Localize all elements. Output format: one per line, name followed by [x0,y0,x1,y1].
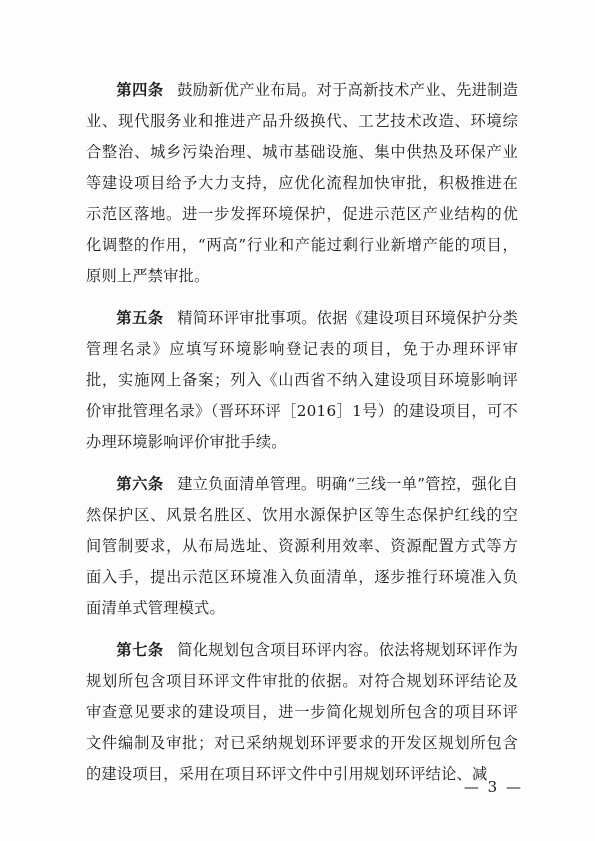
article-6 [86,469,518,624]
article-7 [86,635,518,790]
article-text: 鼓励新优产业布局。对于高新技术产业、先进制造业、现代服务业和推进产品升级换代、工艺技术改造、环境综合整治、城乡污染治理、城市基础设施、集中供热及环保产业等建设项目给予大力支持，应优化流程加快审批，积极推进在示范区落地。进一步发挥环境保护，促进示范区产业结构的优化调整的作用，“两高”行业和产能过剩行业新增产能的项目，原则上严禁审批。 [86,81,518,285]
article-number: 第七条 [116,641,164,659]
article-list [86,75,518,801]
article-text: 建立负面清单管理。明确“三线一单”管控，强化自然保护区、风景名胜区、饮用水源保护区等生态保护红线的空间管制要求，从布局选址、资源利用效率、资源配置方式等方面入手，提出示范区环境准入负面清单，逐步推行环境准入负面清单式管理模式。 [86,475,519,617]
article-5 [86,303,518,458]
article-number: 第四条 [116,81,164,99]
article-number: 第五条 [116,309,164,327]
article-4 [86,75,518,292]
article-text: 简化规划包含项目环评内容。依法将规划环评作为规划所包含项目环评文件审批的依据。对符合规划环评结论及审查意见要求的建设项目，进一步简化规划所包含的项目环评文件编制及审批；对已采纳规划环评要求的开发区规划所包含的建设项目，采用在项目环评文件中引用规划环评结论、减 [86,641,518,783]
page-number: — 3 — [463,778,523,796]
article-number: 第六条 [116,475,164,493]
article-text: 精简环评审批事项。依据《建设项目环境保护分类管理名录》应填写环境影响登记表的项目，免于办理环评审批，实施网上备案；列入《山西省不纳入建设项目环境影响评价审批管理名录》（晋环环评［2016］1号）的建设项目，可不办理环境影响评价审批手续。 [86,309,518,451]
